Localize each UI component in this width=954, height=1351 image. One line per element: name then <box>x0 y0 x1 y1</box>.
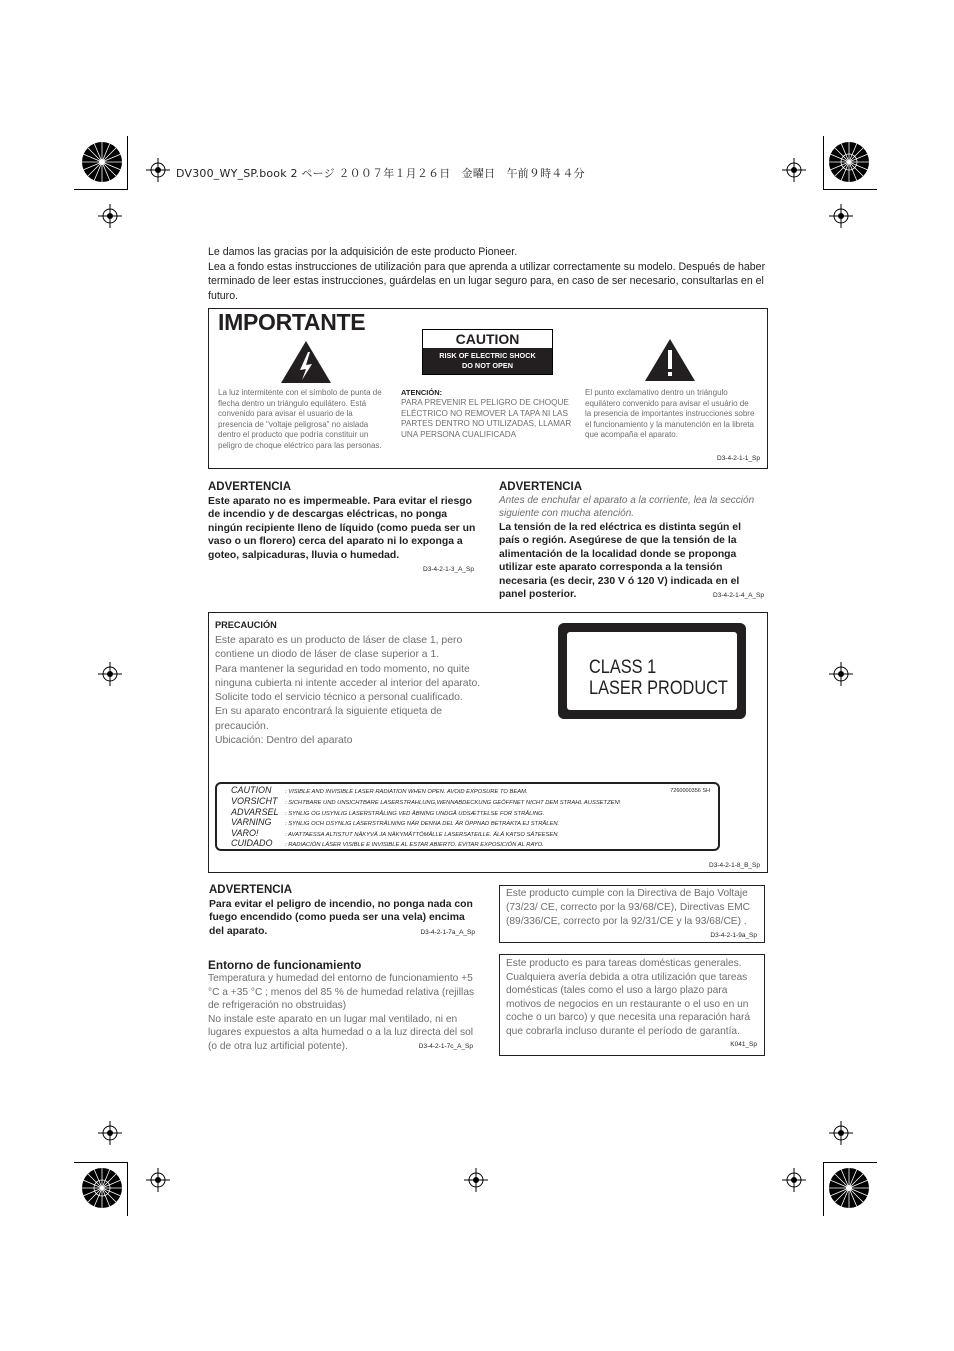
starburst-icon <box>80 1166 124 1210</box>
advertencia-left-body: Este aparato no es impermeable. Para evitar el riesgo de incendio y de descargas eléctricas, no ponga ningún recipiente lleno de líquido (como pueda ser un vaso o un florero) cerca del aparato ni lo exponga a goteo, salpicaduras, lluvia o humedad. <box>208 496 476 561</box>
advertencia-fire-title: ADVERTENCIA <box>209 884 293 896</box>
crosshair-icon <box>146 158 170 182</box>
lightning-warning-icon <box>280 340 332 384</box>
warning-row <box>231 818 559 829</box>
warning-lang: VORSICHT <box>231 796 278 806</box>
intro-line-1: Le damos las gracias por la adquisición de este producto Pioneer. <box>208 246 518 258</box>
class1-laser-text <box>589 657 728 699</box>
crosshair-icon <box>146 1168 170 1192</box>
advertencia-left-title: ADVERTENCIA <box>208 481 292 493</box>
advertencia-right-title: ADVERTENCIA <box>499 481 583 493</box>
starburst-icon <box>827 140 871 184</box>
caution-sub-line-1: RISK OF ELECTRIC SHOCK <box>439 351 536 360</box>
caution-sub-line-2: DO NOT OPEN <box>461 361 514 370</box>
crosshair-icon <box>782 158 806 182</box>
warning-lang: VARO! <box>231 828 259 838</box>
reference-code: D3-4-2-1-1_Sp <box>717 455 760 462</box>
advertencia-right-intro: Antes de enchufar el aparato a la corriente, lea la sección siguiente con mucha atención. <box>499 495 755 519</box>
warning-text: : RADIACIÓN LÁSER VISIBLE E INVISIBLE AL ESTAR ABIERTO. EVITAR EXPOSICIÓN AL RAYO. <box>285 842 544 848</box>
crosshair-icon <box>829 204 853 228</box>
reference-code: D3-4-2-1-3_A_Sp <box>423 566 474 573</box>
precaucion-p2: Para mantener la seguridad en todo momento, no quite ninguna cubierta ni intente acceder al interior del aparato. <box>215 663 481 689</box>
reference-code: D3-4-2-1-8_B_Sp <box>709 862 760 869</box>
entorno-title: Entorno de funcionamiento <box>208 958 362 972</box>
precaucion-body <box>215 634 483 748</box>
atencion-block <box>401 388 576 440</box>
crosshair-icon <box>782 1168 806 1192</box>
starburst-icon <box>80 140 124 184</box>
exclamation-explanation: El punto exclamativo dentro un triángulo equilátero convenido para avisar el usuário de la presencia de importantes instrucciones sobre el funcionamiento y la manutención en la libreta que acompaña el aparato. <box>585 388 755 439</box>
label-part-code: 7260000356 SH <box>670 788 710 794</box>
entorno-body <box>208 972 476 1054</box>
lightning-explanation: La luz intermitente con el símbolo de punta de flecha dentro un triángulo equilátero. Está convenido para avisar el usuario de la presencia de "voltaje peligrosa" no aislada dentro el producto que podría constituir un peligro de choque eléctrico para las personas. <box>218 388 382 450</box>
warning-lang: VARNING <box>231 817 272 827</box>
reference-code: D3-4-2-1-7c_A_Sp <box>418 1043 473 1050</box>
warning-row <box>231 797 620 808</box>
intro-text <box>208 245 768 303</box>
caution-label <box>422 329 553 375</box>
crosshair-icon <box>98 662 122 686</box>
directiva-text: Este producto cumple con la Directiva de Bajo Voltaje (73/23/ CE, correcto por la 93/68/CE), Directivas EMC (89/336/CE, correcto por la 92/31/CE y la 93/68/CE) . <box>506 888 751 927</box>
crosshair-icon <box>464 1168 488 1192</box>
print-header: DV300_WY_SP.book 2 ページ ２００７年１月２６日 金曜日 午前９時４４分 <box>176 167 585 180</box>
warning-lang: ADVARSEL <box>231 807 279 817</box>
crosshair-icon <box>98 1121 122 1145</box>
importante-title: IMPORTANTE <box>218 309 366 335</box>
atencion-heading: ATENCIÓN: <box>401 388 443 397</box>
warning-lang: CUIDADO <box>231 838 273 848</box>
crosshair-icon <box>829 662 853 686</box>
starburst-icon <box>827 1166 871 1210</box>
warning-text: : SYNLIG OG USYNLIG LASERSTRÅLING VED ÅBNING UNDGÅ UDSÆTTELSE FOR STRÅLING. <box>285 811 545 817</box>
reference-code: D3-4-2-1-9a_Sp <box>710 932 757 939</box>
atencion-text: PARA PREVENIR EL PELIGRO DE CHOQUE ELÉCTRICO NO REMOVER LA TAPA NI LAS PARTES DENTRO NO UTILIZADAS, LLAMAR UNA PERSONA CUALIFICADA <box>401 398 572 439</box>
advertencia-right-body: La tensión de la red eléctrica es distinta según el país o región. Asegúrese de que la tensión de la alimentación de la localidad donde se proponga utilizar este aparato corresponda a la tensión necesaria (es decir, 230 V ó 120 V) indicada en el panel posterior. <box>499 522 741 601</box>
warning-row <box>231 839 544 850</box>
class1-laser-label <box>558 623 746 719</box>
intro-line-2: Lea a fondo estas instrucciones de utilización para que aprenda a utilizar correctamente su modelo. Después de haber terminado de leer estas instrucciones, guárdelas en un lugar seguro para, en caso de ser necesario, consultarlas en el futuro. <box>208 260 766 302</box>
caution-label-sub <box>423 348 552 374</box>
crosshair-icon <box>829 1121 853 1145</box>
crosshair-icon <box>98 204 122 228</box>
entorno-p1: Temperatura y humedad del entorno de funcionamiento +5 °C a +35 °C ; menos del 85 % de humedad relativa (rejillas de refrigeración no obstruidas) <box>208 973 475 1012</box>
reference-code: D3-4-2-1-7a_A_Sp <box>420 929 475 936</box>
precaucion-p4: En su aparato encontrará la siguiente etiqueta de precaución. <box>215 706 443 732</box>
class-line-2: LASER PRODUCT <box>589 678 728 699</box>
warning-text: : AVATTAESSA ALTISTUT NÄKYVÄ JA NÄKYMÄTTÖMÄLLE LASERSATEILLE. ÄLÄ KATSO SÄTEESEN. <box>285 832 560 838</box>
warning-text: : SICHTBARE UND UNSICHTBARE LASERSTRAHLUNG,WENNABDECKUNG GEÖFFNET NICHT DEM STRAHL AUSSETZEN! <box>285 800 621 806</box>
precaucion-title: PRECAUCIÓN <box>215 620 277 630</box>
warning-text: : SYNLIG OCH OSYNLIG LASERSTRÅLNING NÄR DENNA DEL ÄR ÖPPNAD BETRAKTA EJ STRÅLEN. <box>285 821 560 827</box>
reference-code: D3-4-2-1-4_A_Sp <box>713 592 764 599</box>
precaucion-p3: Solicite todo el servicio técnico a personal cualificado. <box>215 692 463 704</box>
exclamation-warning-icon <box>644 338 696 382</box>
precaucion-p5: Ubicación: Dentro del aparato <box>215 735 353 747</box>
precaucion-p1: Este aparato es un producto de láser de clase 1, pero contiene un diodo de láser de clase superior a 1. <box>215 635 463 661</box>
class-line-1: CLASS 1 <box>589 657 657 678</box>
warning-lang: CAUTION <box>231 785 272 795</box>
reference-code: K041_Sp <box>730 1041 757 1048</box>
caution-label-title: CAUTION <box>423 330 552 348</box>
laser-warning-label <box>215 782 720 851</box>
entorno-p2: No instale este aparato en un lugar mal ventilado, ni en lugares expuestos a alta humedad o a la luz directa del sol (o de otra luz artificial potente). <box>208 1013 474 1052</box>
warning-text: : VISIBLE AND INVISIBLE LASER RADIATION WHEN OPEN. AVOID EXPOSURE TO BEAM. <box>285 789 528 795</box>
advertencia-fire-body: Para evitar el peligro de incendio, no ponga nada con fuego encendido (como pueda ser una vela) encima del aparato. <box>209 899 473 937</box>
domestico-text: Este producto es para tareas domésticas generales. Cualquiera avería debida a otra utilización que tareas domésticas (tales como el uso a largo plazo para motivos de negocios en un restaurante o el uso en un coche o un barco) y que necesita una reparación hará que cobrarla incluso durante el período de garantía. <box>506 958 751 1037</box>
